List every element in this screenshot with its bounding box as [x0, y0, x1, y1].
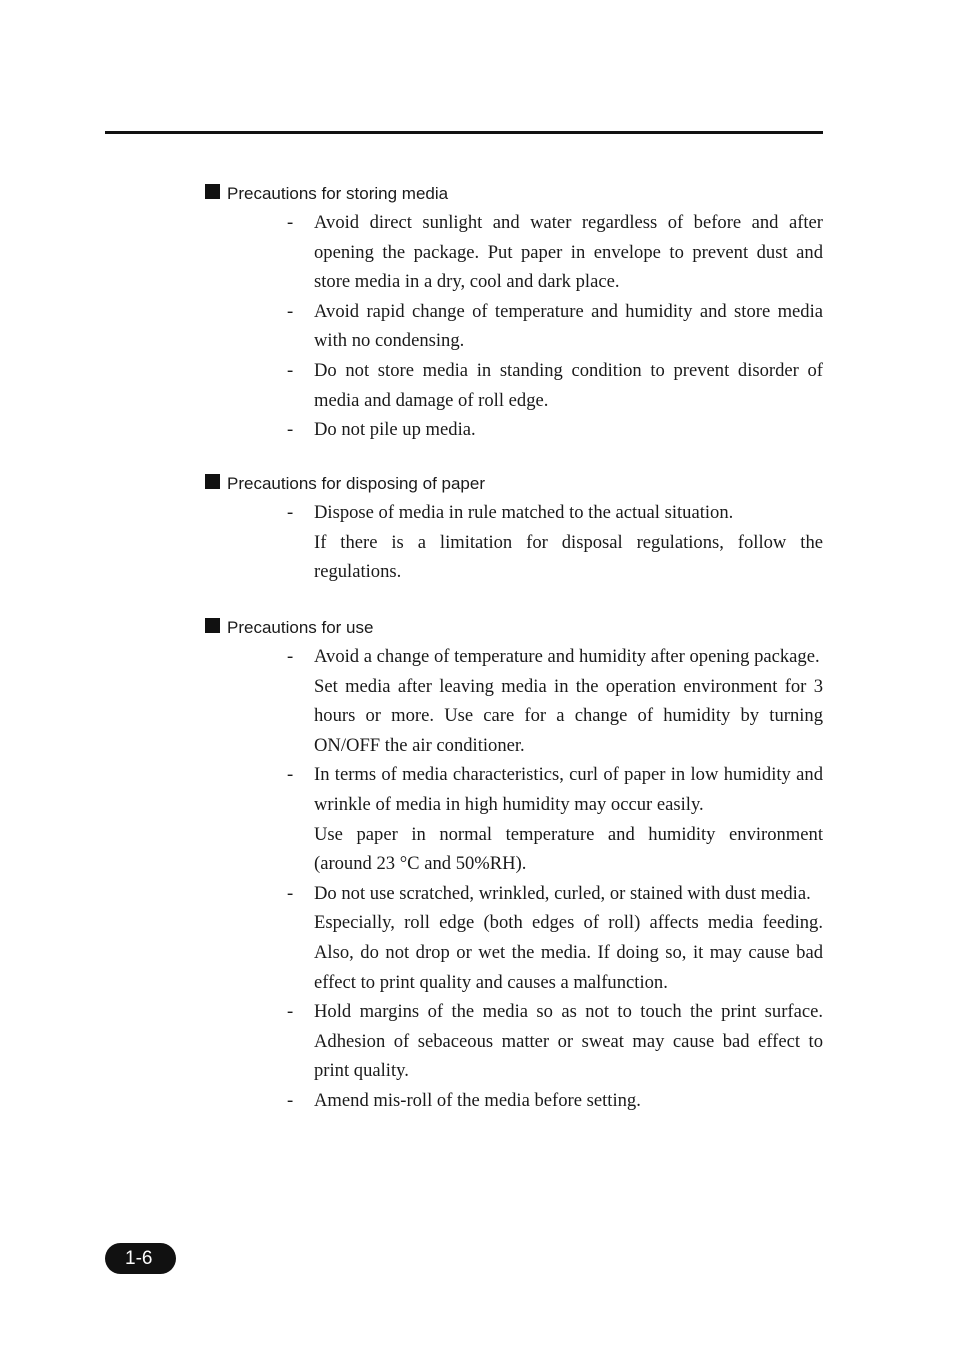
section-heading — [205, 183, 823, 205]
item-text: Do not use scratched, wrinkled, curled, or stained with dust media. — [314, 882, 811, 904]
square-bullet-icon — [205, 474, 220, 489]
page-number-badge: 1-6 — [105, 1243, 176, 1274]
header-rule — [105, 131, 823, 134]
dash-bullet: - — [287, 419, 294, 441]
item-text: In terms of media characteristics, curl of paper in low humidity and wrinkle of media in high humidity may occur easily. — [314, 764, 823, 815]
list-item — [205, 642, 823, 760]
item-text: Hold margins of the media so as not to touch the print surface. Adhesion of sebaceous matter or sweat may cause bad effect to print quality. — [314, 1001, 823, 1082]
item-text-continued: Use paper in normal temperature and humidity environment (around 23 °C and 50%RH). — [314, 823, 823, 875]
section-heading — [205, 617, 823, 639]
section-storing-media — [205, 183, 823, 445]
section-title: Precautions for use — [227, 618, 374, 637]
dash-bullet: - — [287, 764, 294, 786]
item-text: Dispose of media in rule matched to the actual situation. — [314, 502, 734, 523]
list-item — [205, 297, 823, 356]
item-text-continued: Set media after leaving media in the operation environment for 3 hours or more. Use care for a change of humidity by turning ON/OFF the air conditioner. — [314, 675, 823, 756]
dash-bullet: - — [287, 502, 294, 523]
dash-bullet: - — [287, 882, 294, 904]
list-item — [205, 356, 823, 415]
item-text: Do not pile up media. — [314, 419, 476, 441]
dash-bullet: - — [287, 1089, 294, 1111]
item-text: Amend mis-roll of the media before setting. — [314, 1089, 641, 1111]
section-precautions-use — [205, 617, 823, 1116]
section-disposing-paper — [205, 473, 823, 587]
dash-bullet: - — [287, 359, 294, 381]
dash-bullet: - — [287, 1001, 294, 1023]
section-title: Precautions for storing media — [227, 184, 449, 203]
dash-bullet: - — [287, 646, 294, 667]
square-bullet-icon — [205, 184, 220, 199]
list-item — [205, 208, 823, 297]
list-item — [205, 1086, 823, 1116]
item-text-continued: Especially, roll edge (both edges of roll) affects media feeding. Also, do not drop or wet the media. If doing so, it may cause bad effect to print quality and causes a malfunction. — [314, 912, 823, 993]
item-text: Avoid rapid change of temperature and humidity and store media with no condensing. — [314, 300, 823, 352]
list-item — [205, 760, 823, 878]
section-title: Precautions for disposing of paper — [227, 474, 485, 493]
item-text-continued: If there is a limitation for disposal regulations, follow the regulations. — [314, 531, 823, 583]
list-item — [205, 879, 823, 997]
list-item — [205, 997, 823, 1086]
list-item — [205, 498, 823, 587]
item-text: Do not store media in standing condition to prevent disorder of media and damage of roll edge. — [314, 359, 823, 411]
list-item — [205, 415, 823, 445]
item-text: Avoid a change of temperature and humidity after opening package. — [314, 646, 820, 667]
dash-bullet: - — [287, 212, 294, 233]
section-heading — [205, 473, 823, 495]
square-bullet-icon — [205, 618, 220, 633]
dash-bullet: - — [287, 300, 294, 322]
item-text: Avoid direct sunlight and water regardless of before and after opening the package. Put paper in envelope to prevent dust and store media in a dry, cool and dark place. — [314, 212, 823, 293]
